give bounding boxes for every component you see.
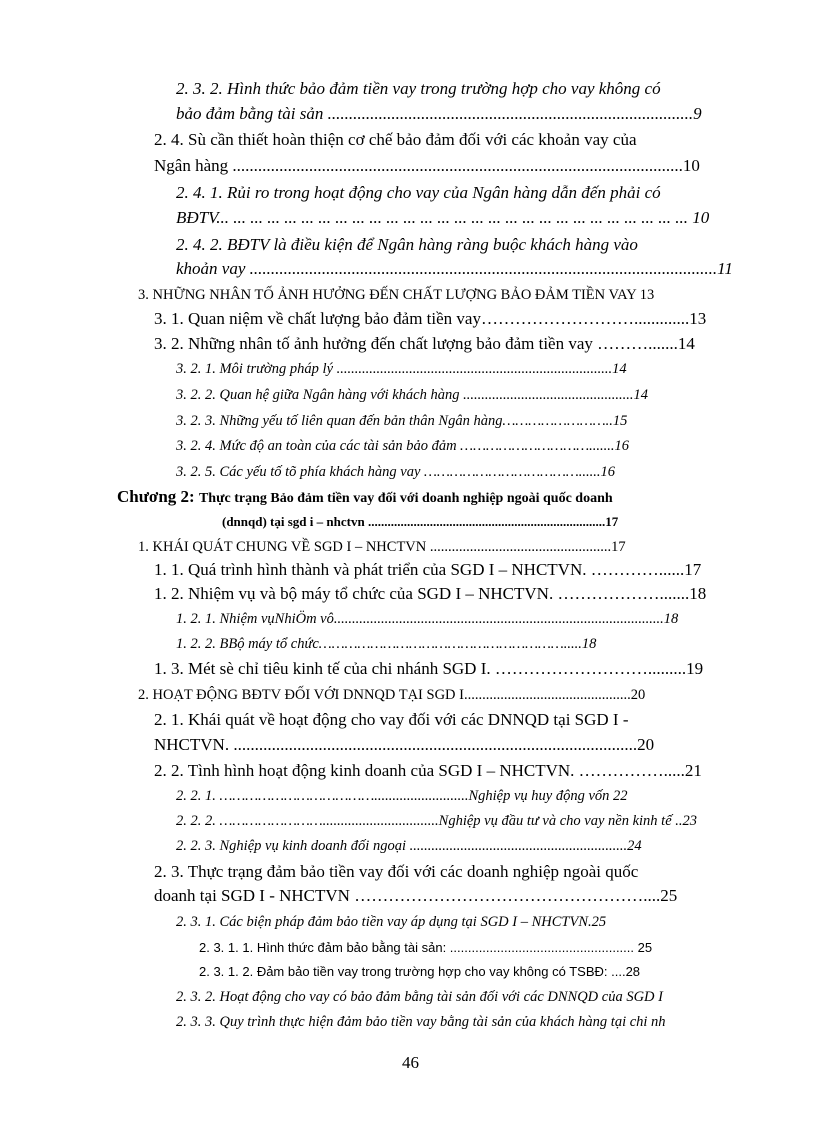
- toc-line-37: 2. 3. 2. Hoạt động cho vay có bảo đảm bằng tài sản đối với các DNNQD của SGD I: [176, 989, 663, 1005]
- toc-line-4: Ngân hàng ..........................................................................................................10: [154, 156, 700, 175]
- toc-line-22: 1. 2. 1. Nhiệm vụNhiÖm vô...........................................................................................18: [176, 611, 679, 627]
- page-number: 46: [402, 1053, 419, 1072]
- toc-line-12: 3. 2. 1. Môi trường pháp lý ............................................................................14: [176, 361, 627, 377]
- toc-line-19: 1. KHÁI QUÁT CHUNG VỀ SGD I – NHCTVN ..................................................17: [138, 539, 626, 555]
- toc-line-30: 2. 2. 2. ……………………................................Nghiệp vụ đầu tư và cho vay nền kinh tế ..23: [176, 813, 698, 829]
- toc-line-32: 2. 3. Thực trạng đảm bảo tiền vay đối với các doanh nghiệp ngoài quốc: [154, 862, 639, 881]
- toc-line-26: 2. 1. Khái quát về hoạt động cho vay đối với các DNNQD tại SGD I -: [154, 710, 629, 729]
- toc-line-15: 3. 2. 4. Mức độ an toàn của các tài sản bảo đảm ………………………….......16: [176, 438, 629, 454]
- toc-line-9: 3. NHỮNG NHÂN TỐ ẢNH HƯỞNG ĐẾN CHẤT LƯỢNG BẢO ĐẢM TIỀN VAY 13: [138, 287, 655, 303]
- toc-line-10: 3. 1. Quan niệm về chất lượng bảo đảm tiền vay……………………….............13: [154, 309, 707, 328]
- toc-line-24: 1. 3. Mét sè chỉ tiêu kinh tế của chi nhánh SGD I. ……………………….........19: [154, 659, 704, 678]
- toc-line-25: 2. HOẠT ĐỘNG BĐTV ĐỐI VỚI DNNQD TẠI SGD I..............................................20: [138, 687, 646, 703]
- chapter-label: Chương 2:: [117, 487, 195, 506]
- toc-line-36: 2. 3. 1. 2. Đảm bảo tiền vay trong trường hợp cho vay không có TSBĐ: ....28: [199, 964, 641, 979]
- toc-line-35: 2. 3. 1. 1. Hình thức đảm bảo bằng tài sản: ................................................... 25: [199, 940, 653, 955]
- toc-line-23: 1. 2. 2. BBộ máy tổ chức………………………………………………….....18: [176, 636, 597, 652]
- toc-line-31: 2. 2. 3. Nghiệp vụ kinh doanh đối ngoại ............................................................24: [176, 838, 642, 854]
- toc-line-7: 2. 4. 2. BĐTV là điều kiện để Ngân hàng ràng buộc khách hàng vào: [176, 235, 638, 254]
- toc-line-1: 2. 3. 2. Hình thức bảo đảm tiền vay trong trường hợp cho vay không có: [176, 79, 661, 98]
- toc-line-20: 1. 1. Quá trình hình thành và phát triển của SGD I – NHCTVN. …………......17: [154, 560, 702, 579]
- toc-line-16: 3. 2. 5. Các yếu tố tõ phía khách hàng vay ………………………………......16: [176, 464, 616, 480]
- chapter-title: Thực trạng Bảo đảm tiền vay đối với doanh nghiệp ngoài quốc doanh: [198, 491, 613, 506]
- toc-line-28: 2. 2. Tình hình hoạt động kinh doanh của SGD I – NHCTVN. …………….....21: [154, 761, 702, 780]
- toc-line-33: doanh tại SGD I - NHCTVN ……………………………………………....25: [154, 886, 678, 905]
- toc-line-21: 1. 2. Nhiệm vụ và bộ máy tổ chức của SGD I – NHCTVN. ……………….......18: [154, 584, 707, 603]
- toc-line-5: 2. 4. 1. Rủi ro trong hoạt động cho vay của Ngân hàng dẫn đến phải có: [176, 183, 661, 202]
- toc-line-2: bảo đảm bằng tài sản ......................................................................................9: [176, 104, 702, 123]
- toc-line-13: 3. 2. 2. Quan hệ giữa Ngân hàng với khách hàng ...............................................14: [176, 387, 648, 403]
- toc-line-18: (dnnqd) tại sgd i – nhctvn .........................................................................17: [222, 514, 619, 529]
- toc-line-6: BĐTV... ... ... ... ... ... ... ... ... ... ... ... ... ... ... ... ... ... ... ... ... ... ... ... ... ... ... ... 10: [176, 208, 710, 227]
- toc-line-11: 3. 2. Những nhân tố ảnh hưởng đến chất lượng bảo đảm tiền vay ……….......14: [154, 334, 695, 353]
- chapter-heading: [117, 487, 613, 509]
- toc-line-14: 3. 2. 3. Những yếu tố liên quan đến bản thân Ngân hàng……………………..15: [176, 413, 628, 429]
- toc-line-34: 2. 3. 1. Các biện pháp đảm bảo tiền vay áp dụng tại SGD I – NHCTVN.25: [176, 914, 607, 930]
- toc-line-8: khoản vay ..............................................................................................................11: [176, 259, 733, 278]
- toc-line-3: 2. 4. Sù cần thiết hoàn thiện cơ chế bảo đảm đối với các khoản vay của: [154, 130, 637, 149]
- toc-line-38: 2. 3. 3. Quy trình thực hiện đảm bảo tiền vay bằng tài sản của khách hàng tại chi nh: [176, 1014, 666, 1030]
- toc-line-29: 2. 2. 1. ………………………………..........................Nghiệp vụ huy động vốn 22: [176, 788, 628, 804]
- toc-line-27: NHCTVN. ...............................................................................................20: [154, 735, 655, 754]
